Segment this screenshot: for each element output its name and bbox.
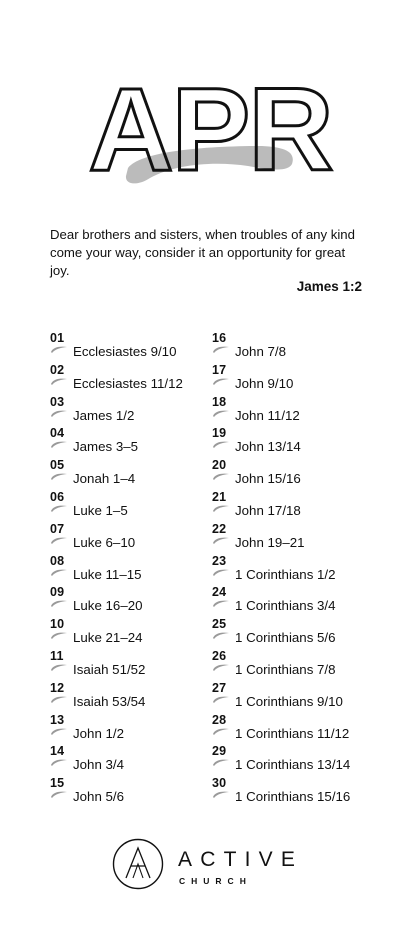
- swoosh-icon: [212, 504, 230, 512]
- swoosh-icon: [212, 758, 230, 766]
- reading-passage: James 3–5: [73, 439, 139, 455]
- swoosh-icon: [50, 568, 68, 576]
- reading-item: [50, 490, 230, 522]
- reading-item: [50, 681, 230, 713]
- reading-item: [50, 363, 230, 395]
- reading-item: [50, 395, 230, 427]
- swoosh-icon: [212, 695, 230, 703]
- swoosh-icon: [50, 727, 68, 735]
- reading-passage: 1 Corinthians 1/2: [235, 566, 336, 582]
- reading-item: [212, 681, 392, 713]
- day-number: 14: [50, 744, 65, 759]
- reading-item: [50, 458, 230, 490]
- reading-item: [50, 713, 230, 745]
- reading-passage: John 7/8: [235, 344, 287, 359]
- day-number: 27: [212, 680, 227, 695]
- reading-passage: John 9/10: [235, 375, 294, 391]
- reading-item: [212, 395, 392, 427]
- reading-item: [50, 554, 230, 586]
- day-number: 10: [50, 617, 65, 632]
- reading-passage: Luke 6–10: [73, 534, 136, 550]
- reading-passage: Isaiah 51/52: [73, 661, 146, 677]
- day-number: 23: [212, 553, 227, 568]
- reading-passage: Luke 16–20: [73, 598, 143, 614]
- swoosh-icon: [212, 663, 230, 671]
- day-number: 24: [212, 585, 227, 600]
- reading-item: [212, 617, 392, 649]
- reading-item: [50, 585, 230, 617]
- reading-item: [50, 776, 230, 808]
- swoosh-icon: [212, 727, 230, 735]
- swoosh-icon: [50, 409, 68, 417]
- day-number: 03: [50, 394, 65, 409]
- reading-passage: 1 Corinthians 7/8: [235, 661, 336, 677]
- reading-passage: 1 Corinthians 11/12: [235, 725, 350, 741]
- month-graphic: [0, 60, 413, 210]
- reading-passage: James 1/2: [73, 407, 135, 423]
- reading-passage: Luke 1–5: [73, 502, 128, 518]
- reading-passage: Jonah 1–4: [73, 471, 136, 487]
- reading-passage: John 11/12: [235, 407, 300, 423]
- day-number: 12: [50, 680, 65, 695]
- reading-passage: 1 Corinthians 9/10: [235, 693, 343, 709]
- day-number: 22: [212, 521, 227, 536]
- swoosh-icon: [50, 599, 68, 607]
- reading-passage: Ecclesiastes 11/12: [73, 375, 183, 391]
- church-subtitle: CHURCH: [179, 876, 252, 886]
- reading-item: [212, 458, 392, 490]
- reading-column-right: [212, 331, 392, 808]
- day-number: 18: [212, 394, 227, 409]
- day-number: 01: [50, 331, 65, 345]
- swoosh-icon: [50, 345, 68, 353]
- swoosh-icon: [50, 758, 68, 766]
- reading-column-left: [50, 331, 230, 808]
- month-title: APR: [88, 64, 332, 196]
- reading-passage: John 19–21: [235, 534, 305, 550]
- reading-item: [50, 331, 230, 363]
- church-name: ACTIVE: [178, 848, 304, 871]
- reading-item: [212, 776, 392, 808]
- day-number: 15: [50, 776, 65, 791]
- reading-item: [212, 490, 392, 522]
- reading-passage: John 13/14: [235, 439, 301, 455]
- day-number: 19: [212, 426, 227, 441]
- reading-item: [212, 554, 392, 586]
- day-number: 26: [212, 648, 227, 663]
- day-number: 09: [50, 585, 65, 600]
- day-number: 11: [50, 648, 64, 663]
- swoosh-icon: [50, 377, 68, 385]
- swoosh-icon: [50, 695, 68, 703]
- swoosh-icon: [212, 568, 230, 576]
- reading-item: [50, 522, 230, 554]
- day-number: 28: [212, 712, 227, 727]
- reading-item: [50, 617, 230, 649]
- reading-item: [212, 585, 392, 617]
- reading-passage: Ecclesiastes 9/10: [73, 344, 177, 359]
- swoosh-icon: [50, 631, 68, 639]
- day-number: 30: [212, 776, 227, 791]
- reading-passage: John 1/2: [73, 725, 125, 741]
- swoosh-icon: [212, 377, 230, 385]
- reading-item: [50, 426, 230, 458]
- swoosh-icon: [50, 440, 68, 448]
- swoosh-icon: [212, 790, 230, 798]
- day-number: 08: [50, 553, 65, 568]
- day-number: 17: [212, 362, 227, 377]
- reading-item: [212, 331, 392, 363]
- reading-passage: John 5/6: [73, 789, 125, 805]
- swoosh-icon: [212, 440, 230, 448]
- day-number: 16: [212, 331, 227, 345]
- reading-item: [50, 744, 230, 776]
- reading-passage: Luke 21–24: [73, 630, 143, 646]
- day-number: 21: [212, 489, 227, 504]
- swoosh-icon: [212, 345, 230, 353]
- reading-item: [212, 744, 392, 776]
- reading-passage: John 15/16: [235, 471, 301, 487]
- day-number: 13: [50, 712, 65, 727]
- day-number: 06: [50, 489, 65, 504]
- reading-item: [212, 363, 392, 395]
- reading-item: [212, 649, 392, 681]
- swoosh-icon: [50, 663, 68, 671]
- swoosh-icon: [212, 631, 230, 639]
- reading-passage: 1 Corinthians 15/16: [235, 789, 351, 805]
- day-number: 05: [50, 458, 65, 473]
- swoosh-icon: [212, 472, 230, 480]
- day-number: 04: [50, 426, 65, 441]
- swoosh-icon: [212, 536, 230, 544]
- reading-item: [212, 713, 392, 745]
- swoosh-icon: [50, 790, 68, 798]
- reading-item: [212, 426, 392, 458]
- day-number: 29: [212, 744, 227, 759]
- swoosh-icon: [50, 504, 68, 512]
- church-logo: [112, 838, 312, 894]
- reading-item: [50, 649, 230, 681]
- reading-passage: John 3/4: [73, 757, 125, 773]
- reading-item: [212, 522, 392, 554]
- day-number: 25: [212, 617, 227, 632]
- reading-passage: 1 Corinthians 5/6: [235, 630, 336, 646]
- day-number: 07: [50, 521, 65, 536]
- verse-reference: James 1:2: [296, 279, 362, 294]
- swoosh-icon: [212, 409, 230, 417]
- month-header: [0, 60, 413, 210]
- day-number: 20: [212, 458, 227, 473]
- reading-passage: 1 Corinthians 3/4: [235, 598, 336, 614]
- reading-passage: John 17/18: [235, 502, 301, 518]
- swoosh-icon: [212, 599, 230, 607]
- reading-passage: Luke 11–15: [73, 566, 142, 582]
- reading-passage: Isaiah 53/54: [73, 693, 146, 709]
- reading-passage: 1 Corinthians 13/14: [235, 757, 351, 773]
- church-mark-icon: [112, 838, 164, 890]
- swoosh-icon: [50, 472, 68, 480]
- day-number: 02: [50, 362, 65, 377]
- swoosh-icon: [50, 536, 68, 544]
- verse-text: Dear brothers and sisters, when troubles of any kind come your way, consider it an opportunity for great joy.: [50, 227, 355, 278]
